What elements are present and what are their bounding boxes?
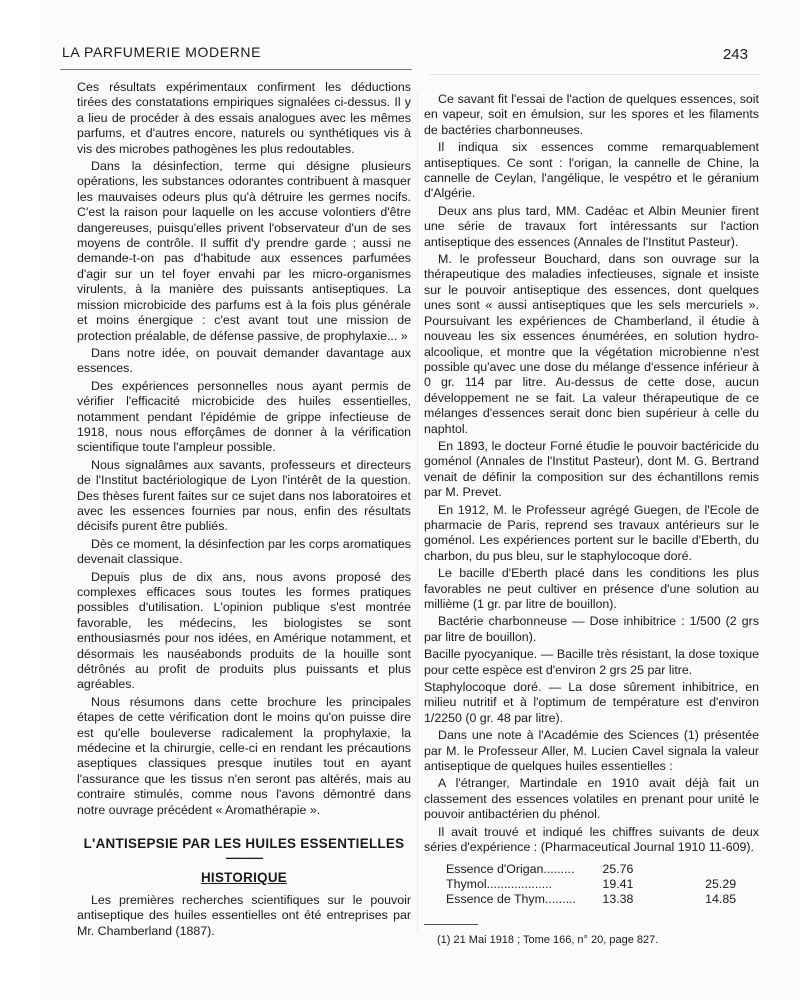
paragraph: Ces résultats expérimentaux confirment les déductions tirées des constatations empiriques signalées ci-dessus. Il y a lieu de procéder à des essais analogues avec les mêmes parfums, et d'autres encore, naturels ou synthétiques vis à vis des microbes pathogènes les plus redoutables. bbox=[77, 80, 411, 156]
table-row bbox=[446, 877, 759, 892]
page-number: 243 bbox=[722, 46, 748, 63]
paragraph: Bactérie charbonneuse — Dose inhibitrice : 1/500 (2 grs par litre de bouillon). bbox=[424, 614, 759, 644]
essence-value-series-2: 25.29 bbox=[705, 876, 737, 891]
essence-value-series-1: 19.41 bbox=[602, 876, 634, 891]
essence-name: Thymol................... bbox=[446, 876, 553, 891]
essence-name: Essence d'Origan......... bbox=[446, 861, 575, 876]
paragraph: Des expériences personnelles nous ayant permis de vérifier l'efficacité microbicide des huiles essentielles, notamment pendant l'épidémie de grippe infectieuse de 1918, nous nous efforçâmes de donner à la vérification scientifique toute l'ampleur possible. bbox=[77, 378, 411, 455]
right-column bbox=[424, 92, 759, 908]
paragraph: Dès ce moment, la désinfection par les corps aromatiques devenait classique. bbox=[77, 536, 411, 567]
essence-name: Essence de Thym......... bbox=[446, 892, 576, 907]
paragraph: Staphylocoque doré. — La dose sûrement inhibitrice, en milieu nutritif et à l'optimum de température est d'environ 1/2250 (0 gr. 48 par litre). bbox=[424, 680, 759, 725]
essence-value-series-2 bbox=[705, 862, 759, 877]
header-rule bbox=[60, 69, 412, 70]
paragraph: A l'étranger, Martindale en 1910 avait déjà fait un classement des essences volatiles en prenant pour unité le pouvoir antibactérien du phénol. bbox=[424, 776, 759, 822]
paragraph: M. le professeur Bouchard, dans son ouvrage sur la thérapeutique des maladies infectieuses, signale et insiste sur le pouvoir antiseptique des essences, dont quelques unes sont « aussi antiseptiques que les sels mercuriels ». Poursuivant les expériences de Chamberland, il étudie à nouveau les six essences énumérées, en solution hydro-alcoolique, et montre que la végétation microbienne n'est possible qu'avec une dose du mélange d'essence inférieur à 0 gr. 114 par litre. Au-dessus de cette dose, aucun développement ne se fait. La valeur thérapeutique de ce mélanges d'essences serait donc bien supérieur à celle du naphtol. bbox=[424, 252, 759, 436]
section-dash: ——— bbox=[226, 849, 262, 865]
paragraph: Dans une note à l'Académie des Sciences (1) présentée par M. le Professeur Aller, M. Lucien Cavel signala la valeur antiseptique de quelques huiles essentielles : bbox=[424, 728, 759, 774]
paragraph: Les premières recherches scientifiques sur le pouvoir antiseptique des huiles essentielles ont été entreprises par Mr. Chamberland (1887). bbox=[77, 892, 411, 938]
subsection-title: HISTORIQUE bbox=[200, 869, 288, 885]
paragraph: Deux ans plus tard, MM. Cadéac et Albin Meunier firent une série de travaux fort intéressants sur l'action antiseptique des essences (Annales de l'Institut Pasteur). bbox=[424, 203, 759, 249]
table-row bbox=[446, 862, 759, 877]
paragraph: Nous signalâmes aux savants, professeurs et directeurs de l'Institut bactériologique de Lyon l'intérêt de la question. Des thèses furent faites sur ce sujet dans nos laboratoires et avec les essences fournies par nous, enfin des résultats décisifs purent être publiés. bbox=[77, 457, 411, 534]
paragraph: Il indiqua six essences comme remarquablement antiseptiques. Ce sont : l'origan, la cannelle de Chine, la cannelle de Ceylan, l'angélique, le vespétro et le géranium d'Algérie. bbox=[424, 140, 759, 201]
paragraph: Bacille pyocyanique. — Bacille très résistant, la dose toxique pour cette espèce est d'environ 2 grs 25 par litre. bbox=[424, 647, 759, 677]
paragraph: Dans notre idée, on pouvait demander davantage aux essences. bbox=[77, 345, 411, 376]
running-title: LA PARFUMERIE MODERNE bbox=[62, 44, 262, 60]
paragraph: En 1912, M. le Professeur agrégé Guegen, de l'Ecole de pharmacie de Paris, reprend ses travaux antérieurs sur le goménol. Les expériences portent sur le bacille d'Eberth, du charbon, du pus bleu, sur le staphylocoque doré. bbox=[424, 502, 759, 563]
essence-value-series-1: 25.76 bbox=[602, 861, 634, 876]
paragraph: Dans la désinfection, terme qui désigne plusieurs opérations, les substances odorantes contribuent à masquer les mauvaises odeurs plus qu'à détruire les germes nocifs. C'est la raison pour laquelle on les accuse volontiers d'être dangereuses, puisqu'elles privent l'observateur d'un de ses moyens de contrôle. Il suffit d'y prendre garde ; aussi ne demande-t-on pas d'habitude aux essences parfumées d'agir sur un tel foyer envahi par les micro-organismes virulents, à la manière des puissants antiseptiques. La mission microbicide des parfums est à la fois plus générale et moins énergique : c'est avant tout une mission de protection préalable, de défense passive, de prophylaxie... » bbox=[77, 159, 411, 343]
essence-value-series-1: 13.38 bbox=[602, 892, 634, 907]
footnote-rule bbox=[424, 924, 478, 925]
paragraph: Nous résumons dans cette brochure les principales étapes de cette vérification dont le moins qu'on puisse dire est qu'elle bouleverse radicalement la prophylaxie, la médecine et la chirurgie, celle-ci en rendant les précautions aseptiques classiques presque inutiles tout en ayant l'assurance que les tissus n'en seront pas altérés, mais au contraire stimulés, comme nous l'avons démontré dans notre ouvrage précédent « Aromathérapie ». bbox=[77, 694, 411, 817]
left-column bbox=[77, 80, 411, 941]
header-rule-faint bbox=[430, 74, 760, 75]
running-head bbox=[62, 44, 748, 66]
table-row bbox=[446, 892, 759, 907]
paragraph: Ce savant fit l'essai de l'action de quelques essences, soit en vapeur, soit en émulsion, sur les spores et les filaments de bactéries charbonneuses. bbox=[424, 92, 759, 137]
essence-table bbox=[446, 862, 759, 908]
section-title: L'ANTISEPSIE PAR LES HUILES ESSENTIELLES bbox=[83, 836, 405, 852]
paragraph: Il avait trouvé et indiqué les chiffres suivants de deux séries d'expérience : (Pharmaceutical Journal 1910 11-609). bbox=[424, 824, 759, 855]
paragraph: Le bacille d'Eberth placé dans les conditions les plus favorables ne peut cultiver en présence d'une solution au millième (1 gr. par litre de bouillon). bbox=[424, 566, 759, 611]
scan-margin bbox=[0, 0, 40, 1000]
paragraph: En 1893, le docteur Forné étudie le pouvoir bactéricide du goménol (Annales de l'Institut Pasteur), dont M. G. Bertrand venait de définir la composition sur des échantillons remis par M. Prevet. bbox=[424, 438, 759, 500]
paragraph: Depuis plus de dix ans, nous avons proposé des complexes efficaces sous toutes les formes pratiques possibles d'utilisation. L'opinion publique s'est montrée favorable, les médecins, les biologistes se sont enthousiasmés pour nos idées, en Amérique notamment, et désormais les nauséabonds produits de la houille sont détrônés au profit de produits plus puissants et plus agréables. bbox=[77, 569, 411, 692]
essence-value-series-2: 14.85 bbox=[705, 892, 737, 907]
footnote: (1) 21 Mai 1918 ; Tome 166, n° 20, page 827. bbox=[437, 934, 659, 946]
column-divider bbox=[417, 92, 418, 932]
